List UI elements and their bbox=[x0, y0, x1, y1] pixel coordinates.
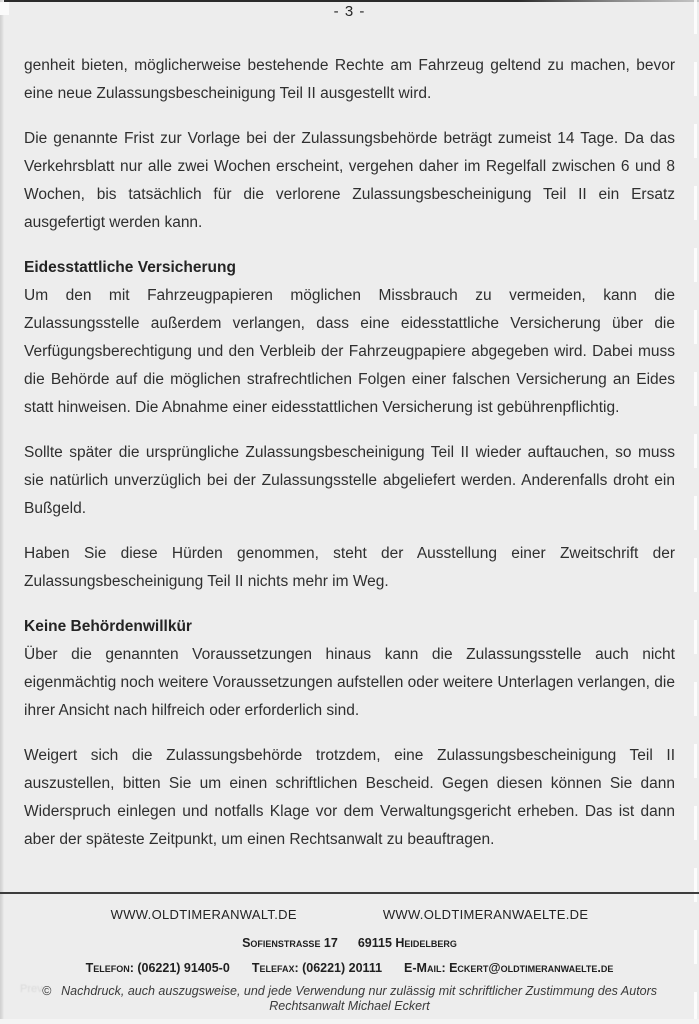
telefax-number: Telefax: (06221) 20111 bbox=[251, 961, 383, 975]
prev-watermark: Prev bbox=[20, 983, 43, 995]
footer-divider bbox=[0, 892, 699, 894]
website-left: WWW.OLDTIMERANWALT.DE bbox=[110, 907, 297, 922]
body-paragraph: Sollte später die ursprüngliche Zulassungsbescheinigung Teil II wieder auftauchen, so muss sie natürlich unverzüglich bei der Zulassungsstelle abgeliefert werden. Anderenfalls droht ein Bußgeld. bbox=[24, 444, 675, 517]
body-paragraph: Weigert sich die Zulassungsbehörde trotzdem, eine Zulassungsbescheinigung Teil II auszustellen, bitten Sie um einen schriftlichen Bescheid. Gegen diesen können Sie dann Widerspruch einlegen und notfalls Klage vor dem Verwaltungsgericht erheben. Das ist dann aber der späteste Zeitpunkt, um einen Rechtsanwalt zu beauftragen. bbox=[24, 747, 675, 848]
scan-edge-right bbox=[694, 0, 697, 1024]
address-city: 69115 Heidelberg bbox=[357, 936, 457, 950]
author-line: Rechtsanwalt Michael Eckert bbox=[269, 999, 430, 1013]
footer-contact-line bbox=[0, 961, 699, 975]
body-paragraph: Um den mit Fahrzeugpapieren möglichen Missbrauch zu vermeiden, kann die Zulassungsstelle außerdem verlangen, dass eine eidesstattliche Versicherung über die Verfügungsberechtigung und den Verbleib der Fahrzeugpapiere abgegeben wird. Dabei muss die Behörde auf die möglichen strafrechtlichen Folgen einer falschen Versicherung an Eides statt hinweisen. Die Abnahme einer eidesstattlichen Versicherung ist gebührenpflichtig. bbox=[24, 287, 675, 416]
body-paragraph: genheit bieten, möglicherweise bestehende Rechte am Fahrzeug geltend zu machen, bevor eine neue Zulassungsbescheinigung Teil II ausgestellt wird. bbox=[24, 57, 675, 102]
address-street: Sofienstrasse 17 bbox=[242, 936, 338, 950]
scan-edge-bottom bbox=[0, 1019, 699, 1024]
letterhead-footer bbox=[0, 892, 699, 1013]
section-heading-eidesstattliche-versicherung: Eidesstattliche Versicherung bbox=[24, 259, 236, 276]
scan-edge-top bbox=[0, 0, 699, 2]
body-paragraph: Die genannte Frist zur Vorlage bei der Zulassungsbehörde beträgt zumeist 14 Tage. Da das Verkehrsblatt nur alle zwei Wochen erscheint, vergehen daher im Regelfall zwischen 6 und 8 Wochen, bis tatsächlich für die verlorene Zulassungsbescheinigung Teil II ein Ersatz ausgefertigt werden kann. bbox=[24, 130, 675, 231]
footer-websites bbox=[0, 907, 699, 922]
body-paragraph: Haben Sie diese Hürden genommen, steht der Ausstellung einer Zweitschrift der Zulassungsbescheinigung Teil II nichts mehr im Weg. bbox=[24, 545, 675, 590]
document-body bbox=[24, 52, 675, 854]
scan-edge-left bbox=[0, 0, 4, 1024]
copyright-icon: © bbox=[41, 984, 52, 998]
footer-address bbox=[0, 936, 699, 950]
body-paragraph: Über die genannten Voraussetzungen hinaus kann die Zulassungsstelle auch nicht eigenmächtig noch weitere Voraussetzungen aufstellen oder weitere Unterlagen verlangen, die ihrer Ansicht nach hilfreich oder erforderlich sind. bbox=[24, 646, 675, 719]
website-right: WWW.OLDTIMERANWAELTE.DE bbox=[382, 907, 589, 922]
section-heading-keine-behoerdenwillkuer: Keine Behördenwillkür bbox=[24, 618, 192, 635]
copyright-notice: Nachdruck, auch auszugsweise, und jede Verwendung nur zulässig mit schriftlicher Zustimmung des Autors bbox=[61, 984, 658, 998]
page-number: - 3 - bbox=[333, 3, 366, 20]
copyright-line bbox=[0, 984, 699, 998]
telefon-number: Telefon: (06221) 91405-0 bbox=[85, 961, 230, 975]
email-address: E-Mail: Eckert@oldtimeranwaelte.de bbox=[404, 961, 614, 975]
